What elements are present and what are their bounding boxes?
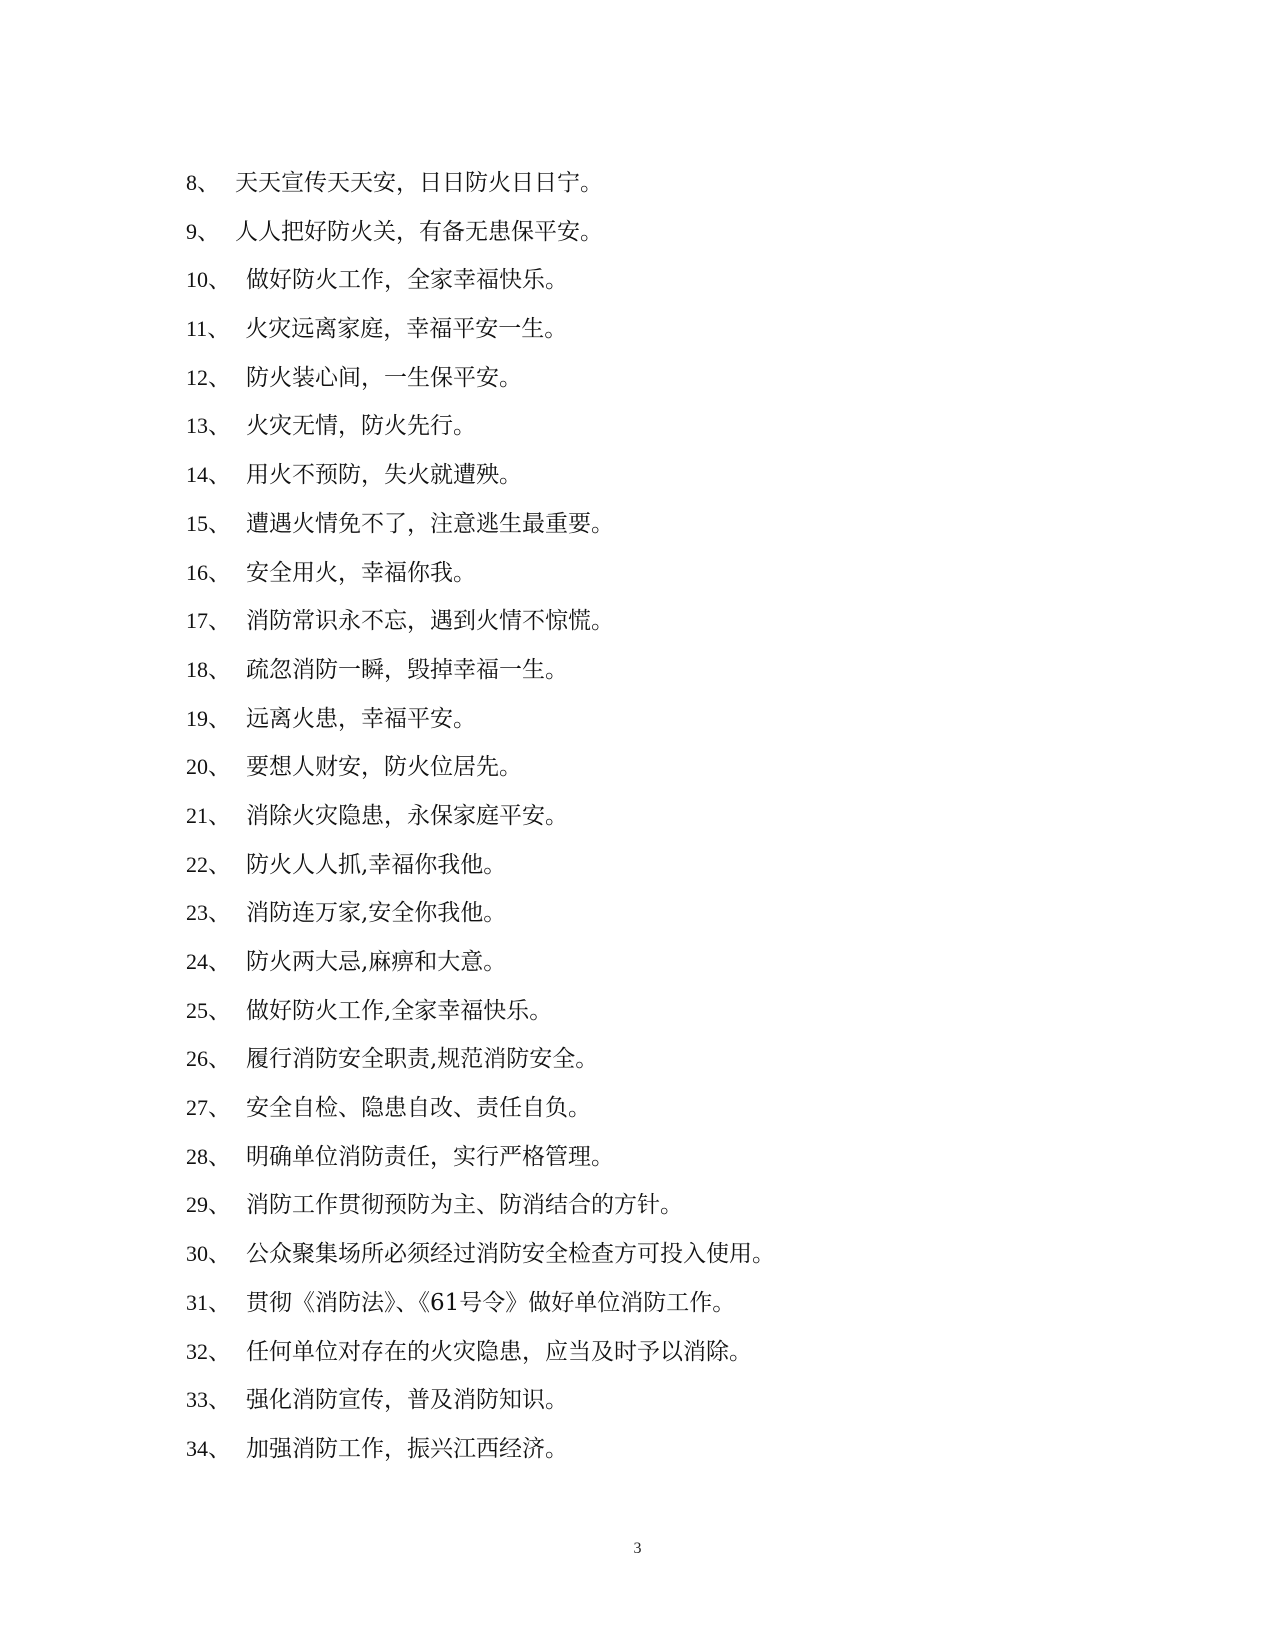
item-text: 消防常识永不忘，遇到火情不惊慌。 (246, 608, 614, 635)
list-item (186, 164, 1086, 213)
item-number: 22 (186, 851, 208, 877)
item-separator: 、 (208, 949, 231, 975)
list-item (186, 992, 1086, 1041)
list-item (186, 456, 1086, 505)
item-text: 强化消防宣传，普及消防知识。 (246, 1387, 568, 1414)
item-separator: 、 (208, 559, 231, 586)
item-number: 9 (186, 218, 197, 244)
item-text: 火灾无情，防火先行。 (246, 413, 476, 440)
item-text: 用火不预防，失火就遭殃。 (246, 462, 522, 489)
list-item (186, 1186, 1086, 1235)
item-separator: 、 (207, 316, 231, 343)
item-text: 做好防火工作,全家幸福快乐。 (246, 997, 553, 1024)
item-number: 15 (186, 510, 208, 536)
item-number: 25 (186, 997, 208, 1023)
item-text: 要想人财安，防火位居先。 (246, 754, 522, 781)
item-number: 20 (186, 754, 208, 780)
list-item (186, 407, 1086, 456)
list-item (186, 1430, 1086, 1479)
list-item (186, 797, 1086, 846)
item-number: 12 (186, 364, 208, 390)
item-text: 火灾远离家庭，幸福平安一生。 (245, 316, 568, 343)
item-text: 防火人人抓,幸福你我他。 (246, 851, 507, 878)
list-item (186, 602, 1086, 651)
item-text: 天天宣传天天安，日日防火日日宁。 (235, 170, 603, 196)
item-text: 远离火患，幸福平安。 (246, 705, 476, 732)
item-text: 做好防火工作，全家幸福快乐。 (246, 267, 568, 294)
item-separator: 、 (208, 364, 231, 391)
item-separator: 、 (208, 1046, 231, 1073)
item-text: 履行消防安全职责,规范消防安全。 (246, 1046, 599, 1073)
item-text: 疏忽消防一瞬，毁掉幸福一生。 (246, 656, 568, 683)
list-item (186, 748, 1086, 797)
page-number: 3 (633, 1540, 642, 1557)
item-number: 11 (186, 316, 208, 342)
item-separator: 、 (208, 1241, 231, 1268)
list-item (186, 651, 1086, 700)
list-item (186, 1040, 1086, 1089)
item-text: 消防连万家,安全你我他。 (246, 900, 507, 927)
item-number: 26 (186, 1046, 208, 1072)
item-number: 10 (186, 267, 208, 293)
item-number: 14 (186, 462, 208, 488)
list-item (186, 554, 1086, 603)
item-number: 8 (186, 170, 197, 195)
item-separator: 、 (208, 754, 231, 781)
item-number: 27 (186, 1095, 208, 1121)
list-item (186, 1138, 1086, 1187)
item-separator: 、 (208, 1387, 231, 1414)
item-separator: 、 (208, 267, 231, 294)
item-number: 34 (186, 1435, 208, 1461)
item-separator: 、 (208, 656, 231, 683)
list-item (186, 894, 1086, 943)
item-text: 消防工作贯彻预防为主、防消结合的方针。 (246, 1192, 683, 1219)
item-number: 13 (186, 413, 208, 439)
item-separator: 、 (208, 802, 231, 829)
list-item (186, 700, 1086, 749)
list-item (186, 505, 1086, 554)
item-number: 23 (186, 900, 208, 926)
item-number: 29 (186, 1192, 208, 1218)
item-number: 28 (186, 1143, 208, 1169)
item-separator: 、 (208, 413, 231, 440)
item-text: 消除火灾隐患，永保家庭平安。 (246, 802, 568, 829)
item-text: 贯彻《消防法》、《61号令》做好单位消防工作。 (246, 1289, 736, 1316)
item-number: 30 (186, 1241, 208, 1267)
item-number: 33 (186, 1387, 208, 1413)
list-item (186, 359, 1086, 408)
item-separator: 、 (208, 1192, 231, 1219)
item-separator: 、 (208, 1095, 231, 1122)
item-number: 32 (186, 1338, 208, 1364)
list-item (186, 1089, 1086, 1138)
item-separator: 、 (208, 1143, 231, 1170)
item-separator: 、 (208, 705, 231, 732)
list-item (186, 1381, 1086, 1430)
item-text: 安全用火，幸福你我。 (246, 559, 476, 586)
item-text: 明确单位消防责任，实行严格管理。 (246, 1143, 614, 1170)
list-item (186, 261, 1086, 310)
item-separator: 、 (208, 1435, 231, 1462)
item-text: 遭遇火情免不了，注意逃生最重要。 (246, 510, 614, 537)
item-text: 防火两大忌,麻痹和大意。 (246, 949, 507, 975)
item-separator: 、 (208, 608, 231, 635)
slogan-list (186, 164, 1086, 1479)
list-item (186, 213, 1086, 262)
item-text: 公众聚集场所必须经过消防安全检查方可投入使用。 (246, 1241, 775, 1268)
item-separator: 、 (208, 510, 231, 537)
item-separator: 、 (208, 851, 231, 878)
list-item (186, 943, 1086, 992)
list-item (186, 846, 1086, 895)
item-separator: 、 (208, 1338, 231, 1365)
item-separator: 、 (208, 462, 231, 489)
item-number: 19 (186, 705, 208, 731)
item-number: 31 (186, 1289, 208, 1315)
item-number: 17 (186, 608, 208, 634)
item-separator: 、 (197, 218, 220, 245)
item-text: 安全自检、隐患自改、责任自负。 (246, 1095, 591, 1122)
item-text: 防火装心间，一生保平安。 (246, 364, 522, 391)
item-separator: 、 (208, 1289, 231, 1316)
item-number: 16 (186, 559, 208, 585)
item-number: 18 (186, 656, 208, 682)
item-separator: 、 (208, 900, 231, 927)
item-separator: 、 (208, 997, 231, 1024)
item-text: 人人把好防火关，有备无患保平安。 (235, 218, 603, 245)
list-item (186, 1235, 1086, 1284)
item-text: 加强消防工作，振兴江西经济。 (246, 1435, 568, 1462)
list-item (186, 310, 1086, 359)
item-number: 21 (186, 802, 208, 828)
item-text: 任何单位对存在的火灾隐患，应当及时予以消除。 (246, 1338, 752, 1365)
list-item (186, 1333, 1086, 1382)
list-item (186, 1284, 1086, 1333)
item-number: 24 (186, 949, 208, 974)
item-separator: 、 (197, 170, 220, 196)
